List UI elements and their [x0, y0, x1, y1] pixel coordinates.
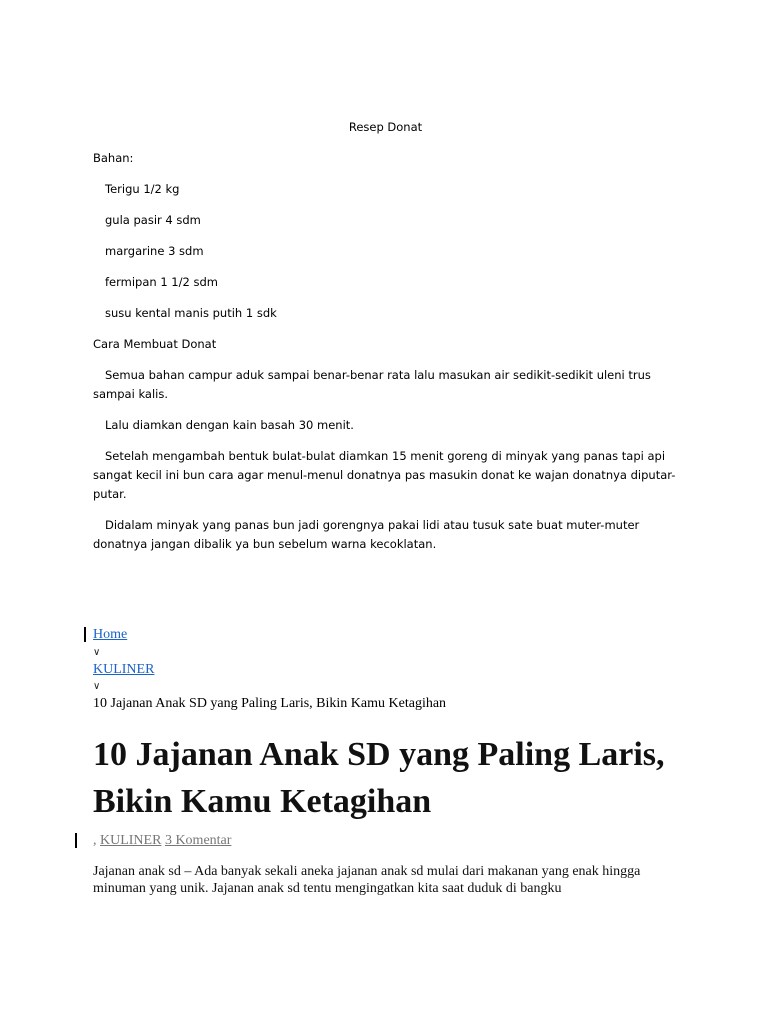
ingredient-item: margarine 3 sdm: [105, 244, 204, 258]
breadcrumb-current: 10 Jajanan Anak SD yang Paling Laris, Bikin Kamu Ketagihan: [93, 696, 447, 711]
article-excerpt: Jajanan anak sd – Ada banyak sekali aneka jajanan anak sd mulai dari makanan yang enak hingga minuman yang unik. Jajanan anak sd tentu mengingatkan kita saat duduk di bangku: [93, 863, 641, 896]
method-step: Setelah mengambah bentuk bulat-bulat diamkan 15 menit goreng di minyak yang panas tapi api sangat kecil ini bun cara agar menul-menul donatnya pas masukin donat ke wajan donatnya diputar-putar.: [93, 449, 676, 501]
web-clip: [84, 626, 684, 897]
ingredient-item: fermipan 1 1/2 sdm: [105, 275, 218, 289]
breadcrumb: [84, 626, 684, 713]
text-cursor: [75, 833, 77, 848]
method-step: Didalam minyak yang panas bun jadi gorengnya pakai lidi atau tusuk sate buat muter-muter donatnya jangan dibalik ya bun sebelum warna kecoklatan.: [93, 518, 640, 551]
article-meta: [84, 832, 684, 850]
meta-comments-link[interactable]: 3 Komentar: [164, 832, 232, 848]
ingredients-heading: Bahan:: [93, 151, 134, 165]
recipe-title: Resep Donat: [348, 120, 423, 134]
method-step: Semua bahan campur aduk sampai benar-benar rata lalu masukan air sedikit-sedikit uleni trus sampai kalis.: [93, 368, 651, 401]
breadcrumb-separator-icon: ∨: [93, 646, 101, 658]
ingredient-item: susu kental manis putih 1 sdk: [105, 306, 277, 320]
text-cursor: [84, 627, 86, 642]
ingredient-item: Terigu 1/2 kg: [105, 182, 180, 196]
method-step: Lalu diamkan dengan kain basah 30 menit.: [105, 418, 354, 432]
meta-category-link[interactable]: KULINER: [100, 832, 162, 848]
ingredient-item: gula pasir 4 sdm: [105, 213, 201, 227]
method-heading: Cara Membuat Donat: [93, 337, 217, 351]
breadcrumb-category-link[interactable]: KULINER: [93, 661, 155, 677]
breadcrumb-home-link[interactable]: Home: [93, 627, 128, 642]
recipe-document: [93, 118, 678, 566]
meta-prefix: ,: [93, 832, 97, 848]
article-title: 10 Jajanan Anak SD yang Paling Laris, Bikin Kamu Ketagihan: [93, 735, 665, 820]
breadcrumb-separator-icon: ∨: [93, 681, 101, 692]
